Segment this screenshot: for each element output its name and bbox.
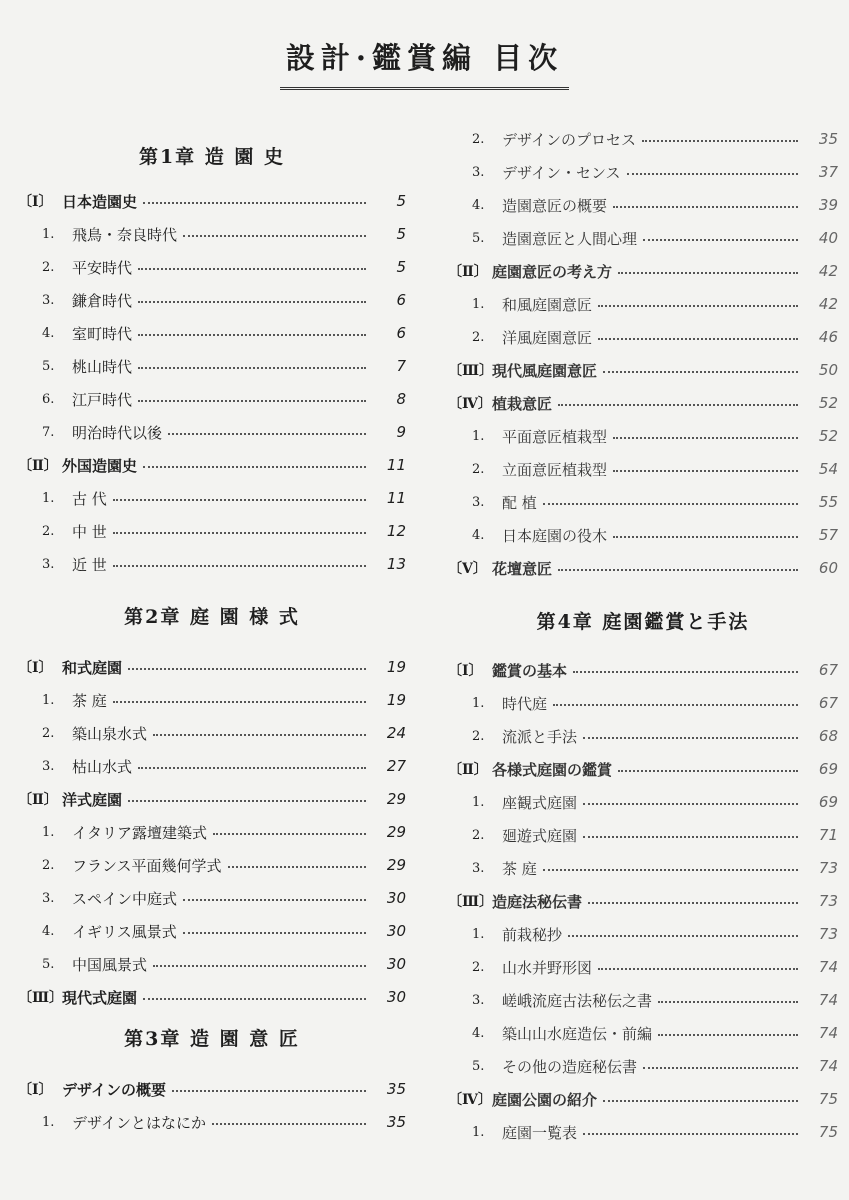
toc-item-row[interactable]	[18, 318, 406, 348]
toc-page-number: 8	[396, 390, 406, 408]
toc-entry-title: 現代式庭園	[62, 988, 138, 1007]
toc-entry-title: 各様式庭園の鑑賞	[492, 760, 613, 779]
toc-item-row[interactable]	[18, 883, 406, 913]
toc-page-number: 54	[818, 460, 838, 478]
dot-leader	[598, 305, 798, 307]
toc-page-number: 5	[396, 225, 406, 243]
toc-entry-number: 〔Ⅱ〕	[18, 792, 58, 808]
toc-item-row[interactable]	[18, 285, 406, 315]
toc-entry-number: 4.	[42, 325, 55, 341]
toc-page-number: 19	[386, 691, 406, 709]
dot-leader	[172, 1090, 366, 1092]
toc-entry-number: 1.	[42, 490, 55, 506]
toc-page-number: 50	[818, 361, 838, 379]
toc-entry-number: 6.	[42, 391, 55, 407]
toc-entry-title: 造庭法秘伝書	[492, 892, 583, 911]
toc-entry-number: 1.	[42, 226, 55, 242]
toc-entry-number: 1.	[472, 428, 485, 444]
toc-entry-number: 3.	[472, 164, 485, 180]
toc-item-row[interactable]	[18, 252, 406, 282]
toc-entry-title: 平安時代	[72, 258, 133, 277]
toc-entry-title: 嵯峨流庭古法秘伝之書	[502, 991, 653, 1010]
toc-page-number: 35	[386, 1080, 406, 1098]
toc-page-number: 7	[396, 357, 406, 375]
toc-entry-title: デザイン・センス	[502, 163, 621, 182]
toc-entry-title: 築山山水庭造伝・前編	[502, 1024, 653, 1043]
toc-item-row[interactable]	[18, 417, 406, 447]
dot-leader	[113, 532, 366, 534]
toc-entry-number: 1.	[472, 296, 485, 312]
dot-leader	[543, 869, 798, 871]
toc-section-row[interactable]	[18, 1074, 406, 1104]
toc-item-row[interactable]	[448, 190, 838, 220]
toc-item-row[interactable]	[448, 157, 838, 187]
toc-item-row[interactable]	[448, 853, 838, 883]
toc-entry-number: 2.	[472, 827, 485, 843]
toc-page-number: 12	[386, 522, 406, 540]
toc-entry-number: 5.	[472, 230, 485, 246]
toc-page-number: 24	[386, 724, 406, 742]
toc-entry-title: 廻遊式庭園	[502, 826, 578, 845]
toc-item-row[interactable]	[18, 483, 406, 513]
toc-entry-number: 2.	[472, 329, 485, 345]
toc-entry-title: 山水并野形図	[502, 958, 593, 977]
dot-leader	[138, 334, 366, 336]
toc-item-row[interactable]	[18, 718, 406, 748]
page-title	[0, 36, 849, 90]
toc-page-number: 73	[818, 892, 838, 910]
toc-page-number: 57	[818, 526, 838, 544]
toc-entry-number: 3.	[472, 992, 485, 1008]
dot-leader	[558, 569, 798, 571]
toc-entry-title: 和風庭園意匠	[502, 295, 593, 314]
toc-page-number: 67	[818, 694, 838, 712]
dot-leader	[643, 239, 798, 241]
toc-entry-number: 〔Ⅲ〕	[18, 990, 64, 1006]
dot-leader	[113, 499, 366, 501]
toc-page-number: 67	[818, 661, 838, 679]
toc-page-number: 27	[386, 757, 406, 775]
dot-leader	[642, 140, 798, 142]
toc-entry-title: 枯山水式	[72, 757, 133, 776]
toc-entry-number: 〔Ⅴ〕	[448, 561, 487, 577]
dot-leader	[113, 565, 366, 567]
dot-leader	[613, 470, 798, 472]
toc-page-number: 19	[386, 658, 406, 676]
dot-leader	[643, 1067, 798, 1069]
toc-entry-number: 5.	[472, 1058, 485, 1074]
dot-leader	[603, 1100, 798, 1102]
dot-leader	[583, 836, 798, 838]
dot-leader	[128, 800, 366, 802]
toc-entry-title: デザインのプロセス	[502, 130, 636, 149]
toc-item-row[interactable]	[18, 817, 406, 847]
toc-page-number: 6	[396, 324, 406, 342]
dot-leader	[228, 866, 366, 868]
toc-section-row[interactable]	[448, 553, 838, 583]
toc-entry-title: 花壇意匠	[492, 559, 553, 578]
dot-leader	[583, 803, 798, 805]
toc-entry-number: 4.	[42, 923, 55, 939]
toc-section-row[interactable]	[18, 784, 406, 814]
toc-entry-title: 立面意匠植栽型	[502, 460, 608, 479]
toc-entry-title: スペイン中庭式	[72, 889, 178, 908]
toc-entry-title: 洋式庭園	[62, 790, 123, 809]
toc-item-row[interactable]	[448, 721, 838, 751]
toc-entry-title: 茶 庭	[72, 691, 107, 710]
toc-item-row[interactable]	[448, 1051, 838, 1081]
toc-entry-number: 2.	[42, 725, 55, 741]
toc-item-row[interactable]	[448, 124, 838, 154]
dot-leader	[138, 301, 366, 303]
toc-section-row[interactable]	[448, 886, 838, 916]
toc-item-row[interactable]	[448, 454, 838, 484]
toc-entry-title: 座観式庭園	[502, 793, 578, 812]
toc-entry-number: 4.	[472, 527, 485, 543]
toc-entry-title: イタリア露壇建築式	[72, 823, 208, 842]
toc-entry-number: 2.	[42, 523, 55, 539]
dot-leader	[618, 770, 798, 772]
dot-leader	[153, 734, 366, 736]
toc-item-row[interactable]	[18, 949, 406, 979]
toc-page-number: 13	[386, 555, 406, 573]
toc-page-number: 37	[818, 163, 838, 181]
chapter-heading: 第1章 造 園 史	[138, 146, 286, 168]
toc-entry-title: イギリス風景式	[72, 922, 177, 941]
toc-entry-title: 庭園公園の紹介	[492, 1090, 598, 1109]
dot-leader	[583, 737, 798, 739]
dot-leader	[113, 701, 366, 703]
dot-leader	[138, 767, 366, 769]
toc-page-number: 35	[386, 1113, 406, 1131]
toc-page-number: 52	[818, 427, 838, 445]
toc-entry-number: 〔Ⅱ〕	[448, 264, 488, 280]
toc-item-row[interactable]	[448, 688, 838, 718]
toc-section-row[interactable]	[18, 652, 406, 682]
toc-page-number: 11	[386, 456, 406, 474]
toc-section-row[interactable]	[448, 355, 838, 385]
toc-entry-title: 庭園一覧表	[502, 1123, 578, 1142]
dot-leader	[658, 1001, 798, 1003]
dot-leader	[213, 833, 366, 835]
toc-entry-number: 〔Ⅰ〕	[448, 663, 483, 679]
dot-leader	[553, 704, 798, 706]
toc-entry-number: 1.	[472, 695, 485, 711]
toc-entry-number: 7.	[42, 424, 55, 440]
toc-entry-number: 〔Ⅰ〕	[18, 194, 53, 210]
chapter-heading: 第3章 造 園 意 匠	[124, 1028, 300, 1050]
toc-item-row[interactable]	[448, 322, 838, 352]
toc-page-number: 5	[396, 258, 406, 276]
dot-leader	[128, 668, 366, 670]
toc-section-row[interactable]	[448, 388, 838, 418]
toc-page-number: 69	[818, 793, 838, 811]
toc-entry-title: 平面意匠植栽型	[502, 427, 608, 446]
toc-page-number: 40	[818, 229, 838, 247]
toc-page-number: 75	[818, 1123, 838, 1141]
toc-entry-number: 〔Ⅱ〕	[18, 458, 58, 474]
dot-leader	[598, 338, 798, 340]
dot-leader	[143, 998, 366, 1000]
dot-leader	[143, 466, 366, 468]
toc-entry-title: 古 代	[72, 489, 107, 508]
dot-leader	[212, 1123, 366, 1125]
toc-section-row[interactable]	[18, 186, 406, 216]
toc-entry-title: その他の造庭秘伝書	[502, 1057, 638, 1076]
toc-entry-title: 配 植	[502, 493, 537, 512]
dot-leader	[543, 503, 798, 505]
toc-page-number: 5	[396, 192, 406, 210]
toc-page-number: 60	[818, 559, 838, 577]
toc-entry-number: 〔Ⅰ〕	[18, 1082, 53, 1098]
toc-page-number: 52	[818, 394, 838, 412]
dot-leader	[573, 671, 798, 673]
toc-page-number: 6	[396, 291, 406, 309]
toc-page-number: 30	[386, 922, 406, 940]
toc-item-row[interactable]	[448, 952, 838, 982]
dot-leader	[613, 536, 798, 538]
toc-entry-number: 5.	[42, 358, 55, 374]
toc-entry-title: 江戸時代	[72, 390, 133, 409]
toc-entry-number: 4.	[472, 1025, 485, 1041]
toc-entry-number: 1.	[42, 824, 55, 840]
toc-entry-number: 〔Ⅰ〕	[18, 660, 53, 676]
toc-entry-title: 和式庭園	[62, 658, 123, 677]
toc-entry-title: 鎌倉時代	[72, 291, 133, 310]
toc-entry-title: 鑑賞の基本	[492, 661, 568, 680]
toc-entry-number: 1.	[42, 692, 55, 708]
toc-item-row[interactable]	[448, 820, 838, 850]
toc-page-number: 75	[818, 1090, 838, 1108]
toc-entry-title: 前栽秘抄	[502, 925, 563, 944]
toc-entry-title: 造園意匠の概要	[502, 196, 608, 215]
toc-entry-number: 3.	[42, 890, 55, 906]
dot-leader	[603, 371, 798, 373]
toc-entry-number: 〔Ⅳ〕	[448, 396, 492, 412]
toc-page-number: 30	[386, 988, 406, 1006]
dot-leader	[168, 433, 366, 435]
dot-leader	[658, 1034, 798, 1036]
toc-entry-title: 築山泉水式	[72, 724, 148, 743]
toc-entry-number: 3.	[42, 556, 55, 572]
toc-item-row[interactable]	[448, 487, 838, 517]
toc-entry-number: 〔Ⅳ〕	[448, 1092, 492, 1108]
dot-leader	[558, 404, 798, 406]
dot-leader	[613, 206, 798, 208]
dot-leader	[588, 902, 798, 904]
toc-entry-title: 茶 庭	[502, 859, 537, 878]
dot-leader	[183, 899, 366, 901]
toc-entry-number: 4.	[472, 197, 485, 213]
toc-entry-number: 〔Ⅲ〕	[448, 363, 494, 379]
dot-leader	[613, 437, 798, 439]
toc-entry-title: 現代風庭園意匠	[492, 361, 598, 380]
toc-section-row[interactable]	[448, 754, 838, 784]
toc-entry-title: 庭園意匠の考え方	[492, 262, 613, 281]
toc-item-row[interactable]	[448, 421, 838, 451]
toc-item-row[interactable]	[18, 1107, 406, 1137]
toc-section-row[interactable]	[448, 256, 838, 286]
toc-page-number: 29	[386, 856, 406, 874]
toc-page-number: 46	[818, 328, 838, 346]
toc-entry-number: 2.	[472, 461, 485, 477]
toc-page-number: 42	[818, 262, 838, 280]
page-title-text: 設計·鑑賞編 目次	[280, 36, 569, 90]
toc-entry-number: 1.	[472, 794, 485, 810]
toc-entry-number: 3.	[42, 292, 55, 308]
dot-leader	[618, 272, 798, 274]
toc-item-row[interactable]	[448, 1018, 838, 1048]
toc-entry-title: 明治時代以後	[72, 423, 163, 442]
dot-leader	[583, 1133, 798, 1135]
dot-leader	[183, 235, 366, 237]
toc-entry-title: 近 世	[72, 555, 107, 574]
toc-item-row[interactable]	[448, 919, 838, 949]
toc-item-row[interactable]	[448, 520, 838, 550]
toc-entry-title: デザインとはなにか	[72, 1113, 206, 1132]
toc-entry-title: フランス平面幾何学式	[72, 856, 222, 875]
toc-entry-title: 日本造園史	[62, 192, 138, 211]
toc-page-number: 74	[818, 1024, 838, 1042]
toc-item-row[interactable]	[18, 351, 406, 381]
toc-entry-title: 流派と手法	[502, 727, 578, 746]
toc-page-number: 9	[396, 423, 406, 441]
toc-item-row[interactable]	[18, 516, 406, 546]
toc-page-number: 73	[818, 859, 838, 877]
toc-page-number: 68	[818, 727, 838, 745]
toc-entry-title: 室町時代	[72, 324, 133, 343]
toc-page-number: 74	[818, 958, 838, 976]
toc-page-number: 39	[818, 196, 838, 214]
toc-item-row[interactable]	[18, 384, 406, 414]
toc-entry-number: 2.	[472, 959, 485, 975]
toc-section-row[interactable]	[448, 1084, 838, 1114]
toc-entry-title: 造園意匠と人間心理	[502, 229, 638, 248]
toc-entry-title: 時代庭	[502, 694, 548, 713]
chapter-heading: 第4章 庭園鑑賞と手法	[536, 611, 750, 633]
toc-section-row[interactable]	[18, 982, 406, 1012]
toc-entry-title: 日本庭園の役木	[502, 526, 608, 545]
toc-page-number: 11	[386, 489, 406, 507]
chapter-heading: 第2章 庭 園 様 式	[124, 606, 300, 628]
toc-page-number: 73	[818, 925, 838, 943]
dot-leader	[138, 400, 366, 402]
toc-item-row[interactable]	[18, 751, 406, 781]
toc-entry-title: 桃山時代	[72, 357, 133, 376]
toc-entry-number: 2.	[472, 131, 485, 147]
toc-entry-number: 1.	[42, 1114, 55, 1130]
toc-entry-number: 3.	[472, 860, 485, 876]
toc-entry-title: 洋風庭園意匠	[502, 328, 593, 347]
toc-entry-title: 外国造園史	[62, 456, 138, 475]
toc-section-row[interactable]	[448, 655, 838, 685]
toc-item-row[interactable]	[448, 787, 838, 817]
toc-page-number: 30	[386, 889, 406, 907]
toc-item-row[interactable]	[18, 219, 406, 249]
toc-entry-number: 2.	[42, 857, 55, 873]
toc-item-row[interactable]	[448, 223, 838, 253]
toc-section-row[interactable]	[18, 450, 406, 480]
toc-entry-title: 植栽意匠	[492, 394, 553, 413]
toc-entry-title: デザインの概要	[62, 1080, 166, 1099]
toc-entry-title: 中国風景式	[72, 955, 148, 974]
toc-page-number: 29	[386, 790, 406, 808]
toc-entry-title: 飛鳥・奈良時代	[72, 225, 178, 244]
toc-page-number: 29	[386, 823, 406, 841]
toc-page-number: 42	[818, 295, 838, 313]
toc-page-number: 30	[386, 955, 406, 973]
dot-leader	[138, 367, 366, 369]
toc-entry-number: 2.	[42, 259, 55, 275]
dot-leader	[568, 935, 798, 937]
toc-item-row[interactable]	[18, 850, 406, 880]
toc-entry-title: 中 世	[72, 522, 107, 541]
toc-entry-number: 1.	[472, 926, 485, 942]
toc-page-number: 71	[818, 826, 838, 844]
dot-leader	[138, 268, 366, 270]
toc-page-number: 69	[818, 760, 838, 778]
dot-leader	[627, 173, 798, 175]
toc-item-row[interactable]	[18, 549, 406, 579]
toc-page-number: 55	[818, 493, 838, 511]
toc-entry-number: 3.	[42, 758, 55, 774]
dot-leader	[153, 965, 366, 967]
toc-entry-number: 5.	[42, 956, 55, 972]
toc-item-row[interactable]	[18, 916, 406, 946]
toc-page-number: 74	[818, 991, 838, 1009]
toc-page-number: 74	[818, 1057, 838, 1075]
dot-leader	[143, 202, 366, 204]
toc-entry-number: 3.	[472, 494, 485, 510]
toc-entry-number: 〔Ⅲ〕	[448, 894, 494, 910]
toc-item-row[interactable]	[448, 1117, 838, 1147]
dot-leader	[183, 932, 366, 934]
toc-entry-number: 1.	[472, 1124, 485, 1140]
toc-item-row[interactable]	[448, 985, 838, 1015]
toc-entry-number: 〔Ⅱ〕	[448, 762, 488, 778]
toc-item-row[interactable]	[448, 289, 838, 319]
toc-item-row[interactable]	[18, 685, 406, 715]
toc-entry-number: 2.	[472, 728, 485, 744]
dot-leader	[598, 968, 798, 970]
toc-page-number: 35	[818, 130, 838, 148]
